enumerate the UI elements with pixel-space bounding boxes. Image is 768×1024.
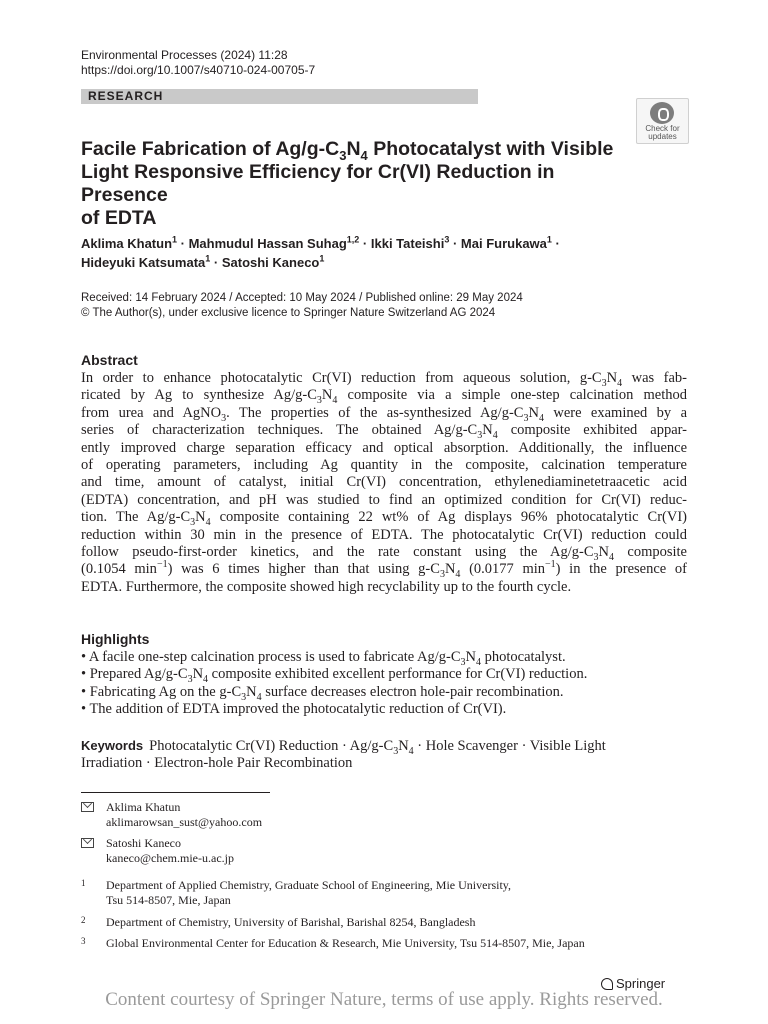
author[interactable]: Satoshi Kaneco$^1$ [221, 253, 325, 270]
affiliation-text: Global Environmental Center for Education & Research, Mie University, Tsu 514-8507, Mie, Japan [106, 936, 585, 950]
abstract-line: and time, amount of catalyst, initial Cr(VI) concentration, ethylenediaminetetraacetic acid [81, 474, 687, 491]
keywords-text: Photocatalytic Cr(VI) Reduction · Ag/g-C [149, 738, 394, 754]
highlight-item: • The addition of EDTA improved the photocatalytic reduction of Cr(VI). [81, 701, 507, 718]
abstract-line: follow pseudo-first-order kinetics, and the rate constant using the $Ag/g-C_3N_4$ composite [81, 543, 687, 563]
contact-email[interactable]: kaneco@chem.mie-u.ac.jp [106, 851, 234, 865]
title-part: Facile Fabrication of Ag/g-C [81, 138, 340, 160]
author[interactable]: Ikki Tateishi$^3$ [370, 234, 450, 251]
abstract-line: (EDTA) concentration, and pH was studied to find an optimized condition for Cr(VI) reduc- [81, 491, 687, 508]
title-sub: 4 [360, 147, 368, 163]
affiliation-text: Department of Chemistry, University of Barishal, Barishal 8254, Bangladesh [106, 915, 476, 929]
journal-header [81, 48, 315, 78]
highlight-item: • A facile one-step calcination process is used to fabricate $Ag/g-C_3N_4$ photocatalyst. [81, 649, 566, 668]
title-part: Light Responsive Efficiency for Cr(VI) Reduction in Presence [81, 161, 555, 206]
title-sub: 3 [339, 147, 347, 163]
affiliation-number: 2 [81, 915, 86, 925]
title-part: N [346, 138, 361, 160]
section-band [81, 89, 478, 104]
highlight-item: • Prepared $Ag/g-C_3N_4$ composite exhibited excellent performance for Cr(VI) reduction. [81, 666, 588, 686]
contact-name: Satoshi Kaneco [106, 836, 181, 850]
section-label: RESEARCH [88, 89, 164, 103]
dates-line: Received: 14 February 2024 / Accepted: 10 May 2024 / Published online: 29 May 2024 [81, 292, 523, 304]
abstract-line: series of characterization techniques. The obtained $Ag/g-C_3N_4$ composite exhibited appar- [81, 422, 687, 442]
bookmark-icon [650, 102, 674, 124]
keywords-label: Keywords [81, 738, 144, 753]
corresponding-author [81, 800, 481, 830]
affiliation [81, 915, 681, 930]
badge-text-2: updates [648, 132, 677, 141]
footnote-rule [81, 792, 270, 793]
abstract-line: ently improved charge separation efficacy and optical absorption. Additionally, the influence [81, 439, 687, 456]
affiliation [81, 878, 681, 908]
affiliation-text: Tsu 514-8507, Mie, Japan [106, 893, 231, 907]
affiliation-text: Department of Applied Chemistry, Graduate School of Engineering, Mie University, [106, 878, 512, 892]
publisher-name: Springer [616, 976, 666, 991]
author-list: Aklima Khatun$^1$ · Mahmudul Hassan Suhag$^{1,2}$ · Ikki Tateishi$^3$ · Mai Furukawa$^1$ · Hideyuki Katsumata$^1$ · Satoshi Kaneco$^1$ [81, 234, 560, 270]
title-part: of EDTA [81, 207, 157, 229]
abstract-line: In order to enhance photocatalytic Cr(VI) reduction from aqueous solution, $g-C_3N_4$ was fab- [81, 370, 687, 389]
author[interactable]: Mai Furukawa$^1$ [460, 234, 552, 251]
envelope-icon [81, 802, 94, 812]
abstract-line: of operating parameters, including Ag quantity in the composite, calcination temperature [81, 456, 687, 473]
abstract-line: ricated by Ag to synthesize $Ag/g-C_3N_4$ composite via a simple one-step calcination method [81, 387, 687, 407]
article-title [81, 138, 641, 230]
badge-text-1: Check for [645, 124, 680, 133]
title-part: Photocatalyst with Visible [367, 138, 614, 160]
highlight-item: • Fabricating Ag on the $g-C_3N_4$ surface decreases electron hole-pair recombination. [81, 683, 564, 703]
highlights-heading: Highlights [81, 631, 150, 647]
author[interactable]: Aklima Khatun$^1$ [81, 234, 178, 251]
abstract-line: (0.1054 $\min^{-1}$) was 6 times higher than that using $g-C_3N_4$ (0.0177 $\min^{-1}$) in the presence of [81, 559, 687, 581]
envelope-icon [81, 838, 94, 848]
abstract-line: tion. The $Ag/g-C_3N_4$ composite containing 22 wt% of Ag displays 96% photocatalytic Cr(VI) [81, 509, 687, 529]
keywords-text: Irradiation · Electron-hole Pair Recombination [81, 755, 353, 772]
journal-citation: Environmental Processes (2024) 11:28 [81, 48, 288, 62]
author[interactable]: Mahmudul Hassan Suhag$^{1,2}$ [188, 234, 360, 251]
keywords: Keywords Photocatalytic Cr(VI) Reduction · $Ag/g-C_3N_4$ · Hole Scavenger · Visible Light Irradiation · Electron-hole Pair Recombination [81, 738, 606, 772]
highlights-list [81, 649, 687, 719]
abstract-heading: Abstract [81, 352, 138, 368]
doi-link[interactable]: https://doi.org/10.1007/s40710-024-00705-7 [81, 63, 316, 77]
abstract-body [81, 370, 687, 596]
courtesy-notice: Content courtesy of Springer Nature, terms of use apply. Rights reserved. [105, 989, 663, 1010]
contact-email[interactable]: aklimarowsan_sust@yahoo.com [106, 815, 263, 829]
corresponding-author [81, 836, 481, 866]
author[interactable]: Hideyuki Katsumata$^1$ [81, 253, 211, 270]
contact-name: Aklima Khatun [106, 800, 181, 814]
abstract-line: from urea and AgNO$_3$. The properties of the as-synthesized $Ag/g-C_3N_4$ were examined by a [81, 404, 688, 424]
abstract-line: EDTA. Furthermore, the composite showed high recyclability up to the fourth cycle. [81, 578, 572, 595]
affiliation [81, 936, 701, 951]
abstract-line: reduction within 30 min in the presence of EDTA. The photocatalytic Cr(VI) reduction could [81, 526, 687, 543]
publication-dates [81, 291, 523, 321]
affiliation-number: 1 [81, 878, 86, 888]
copyright-line: © The Author(s), under exclusive licence to Springer Nature Switzerland AG 2024 [81, 307, 496, 319]
check-for-updates-badge[interactable] [636, 98, 689, 144]
affiliation-number: 3 [81, 936, 86, 946]
